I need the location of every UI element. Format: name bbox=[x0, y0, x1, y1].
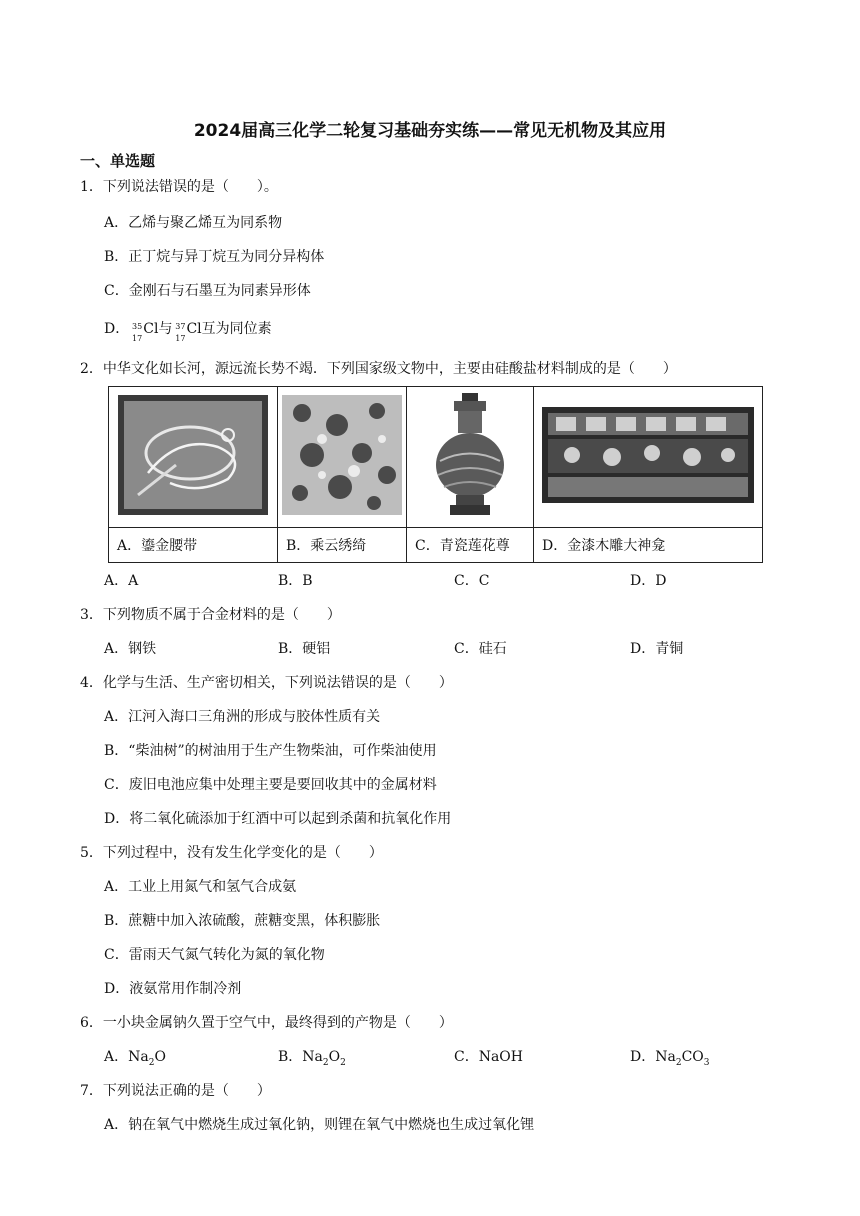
question-5-option-b: B．蔗糖中加入浓硫酸，蔗糖变黑，体积膨胀 bbox=[104, 913, 381, 929]
question-6-option-b: B．$Na_2O_2$ bbox=[278, 1049, 346, 1068]
question-1-option-b: B．正丁烷与异丁烷互为同分异构体 bbox=[104, 249, 325, 265]
gilt-belt-image bbox=[118, 395, 268, 515]
question-1-option-c: C．金刚石与石墨互为同素异形体 bbox=[104, 283, 311, 299]
relic-image-table bbox=[108, 386, 763, 563]
question-1-option-d: D． 35 17 Cl与 37 17 Cl互为同位素 bbox=[104, 321, 272, 343]
question-3-option-c: C．硅石 bbox=[454, 641, 507, 657]
question-1-option-a: A．乙烯与聚乙烯互为同系物 bbox=[104, 215, 283, 231]
question-6-option-a: A．$Na_2O$ bbox=[104, 1049, 166, 1068]
relic-image-a bbox=[109, 387, 278, 528]
question-7-option-a: A．钠在氧气中燃烧生成过氧化钠，则锂在氧气中燃烧也生成过氧化锂 bbox=[104, 1117, 535, 1133]
question-6-option-d: D．$Na_2CO_3$ bbox=[630, 1049, 710, 1068]
question-2-stem: 2．中华文化如长河，源远流长势不竭．下列国家级文物中，主要由硅酸盐材料制成的是（ ） bbox=[80, 361, 677, 377]
question-5-option-d: D．液氨常用作制冷剂 bbox=[104, 981, 242, 997]
question-2-option-a: A．A bbox=[104, 573, 139, 589]
question-2-option-b: B．B bbox=[278, 573, 313, 589]
question-2-option-d: D．D bbox=[630, 573, 667, 589]
relic-caption-a: A．鎏金腰带 bbox=[109, 528, 278, 563]
relic-caption-c: C．青瓷莲花尊 bbox=[407, 528, 534, 563]
question-4-option-b: B．“柴油树”的树油用于生产生物柴油，可作柴油使用 bbox=[104, 743, 437, 759]
question-2-option-c: C．C bbox=[454, 573, 490, 589]
gold-lacquer-shrine-image bbox=[542, 407, 754, 503]
question-3-option-a: A．钢铁 bbox=[104, 641, 157, 657]
celadon-lotus-zun-image bbox=[430, 391, 510, 519]
question-6-option-c: C．NaOH bbox=[454, 1049, 523, 1065]
section-heading: 一、单选题 bbox=[80, 152, 156, 170]
document-title: 2024届高三化学二轮复习基础夯实练——常见无机物及其应用 bbox=[193, 121, 667, 141]
question-3-stem: 3．下列物质不属于合金材料的是（ ） bbox=[80, 607, 341, 623]
relic-image-d bbox=[534, 387, 763, 528]
question-5-option-a: A．工业上用氮气和氢气合成氨 bbox=[104, 879, 297, 895]
question-4-option-c: C．废旧电池应集中处理主要是要回收其中的金属材料 bbox=[104, 777, 437, 793]
question-5-stem: 5．下列过程中，没有发生化学变化的是（ ） bbox=[80, 845, 383, 861]
embroidered-silk-image bbox=[282, 395, 402, 515]
question-3-option-d: D．青铜 bbox=[630, 641, 684, 657]
question-4-option-a: A．江河入海口三角洲的形成与胶体性质有关 bbox=[104, 709, 381, 725]
question-4-option-d: D．将二氧化硫添加于红酒中可以起到杀菌和抗氧化作用 bbox=[104, 811, 452, 827]
relic-image-c bbox=[407, 387, 534, 528]
relic-caption-b: B．乘云绣绮 bbox=[278, 528, 407, 563]
relic-image-b bbox=[278, 387, 407, 528]
question-1-stem: 1．下列说法错误的是（ ）。 bbox=[80, 179, 278, 195]
question-4-stem: 4．化学与生活、生产密切相关，下列说法错误的是（ ） bbox=[80, 675, 453, 691]
question-6-stem: 6．一小块金属钠久置于空气中，最终得到的产物是（ ） bbox=[80, 1015, 453, 1031]
question-3-option-b: B．硬铝 bbox=[278, 641, 331, 657]
question-7-stem: 7．下列说法正确的是（ ） bbox=[80, 1083, 271, 1099]
question-5-option-c: C．雷雨天气氮气转化为氮的氧化物 bbox=[104, 947, 325, 963]
relic-caption-d: D．金漆木雕大神龛 bbox=[534, 528, 763, 563]
